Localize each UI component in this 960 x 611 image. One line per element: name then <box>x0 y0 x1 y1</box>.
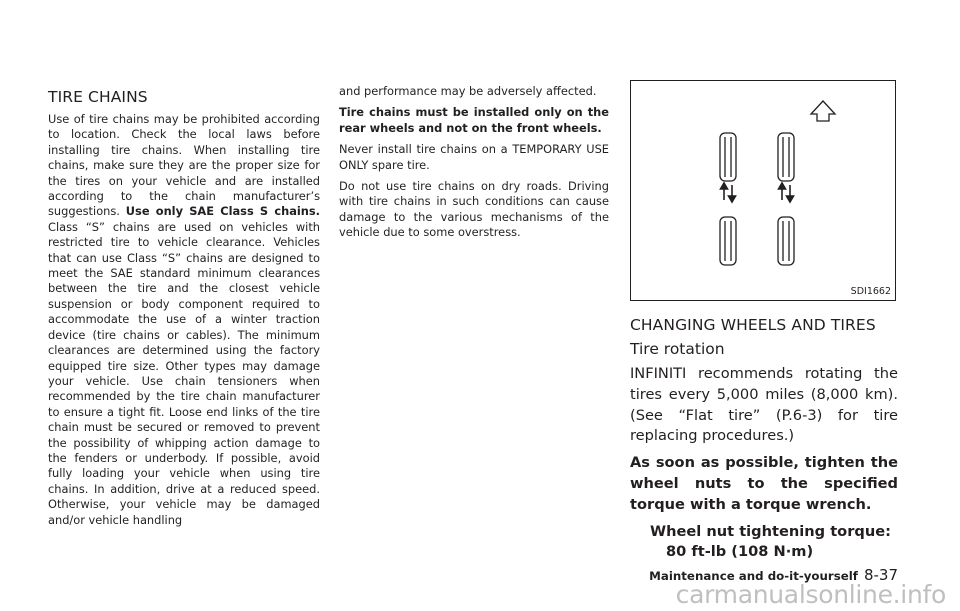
front-arrow-icon <box>811 101 835 121</box>
column-tire-chains <box>48 88 320 534</box>
watermark: carmanualsonline.info <box>675 580 946 609</box>
tire-icon <box>778 217 794 265</box>
footer-section-title: Maintenance and do-it-yourself <box>649 569 858 583</box>
column-tire-chains-continued <box>339 84 609 247</box>
paragraph-text-end: Class “S” chains are used on vehicles with restricted tire to vehicle clearance. Vehicles that can use Class “S” chains are designed to meet the SAE standard minimum clearances between the tire and the closest vehicle suspension or body component required to accommodate the use of a winter traction device (tire chains or cables). The minimum clearances are determined using the factory equipped tire size. Other types may damage your vehicle. Use chain tensioners when recommended by the tire chain manufacturer to ensure a tight fit. Loose end links of the tire chain must be secured or removed to prevent the possibility of whipping action damage to the fenders or underbody. If possible, avoid fully loading your vehicle when using tire chains. In addition, drive at a reduced speed. Otherwise, your vehicle may be damaged and/or vehicle handling <box>48 219 320 527</box>
page-number: 8-37 <box>863 566 898 584</box>
bold-rear-wheels-text: Tire chains must be installed only on the rear wheels and not on the front wheels. <box>339 105 609 135</box>
tire-rotation-figure <box>630 80 896 301</box>
figure-code: SDI1662 <box>850 286 891 297</box>
paragraph-rear-wheels-warning <box>339 105 609 136</box>
paragraph-tighten-nuts: As soon as possible, tighten the wheel nuts to the specified torque with a torque wrench. <box>630 454 898 513</box>
paragraph-performance: and performance may be adversely affected. <box>339 84 597 98</box>
rotation-arrows-icon <box>721 183 736 202</box>
subheading-tire-rotation: Tire rotation <box>630 340 725 358</box>
tire-chains-paragraph <box>48 112 320 528</box>
tire-icon <box>778 133 794 181</box>
paragraph-rotation-interval: INFINITI recommends rotating the tires every 5,000 miles (8,000 km). (See “Flat tire” (P.6-3) for tire replacing procedures.) <box>630 365 898 445</box>
paragraph-text-start: Use of tire chains may be prohibited according to location. Check the local laws before installing tire chains. When installing tire chains, make sure they are the proper size for the tires on your vehicle and are installed according to the chain manufacturer’s suggestions. <box>48 112 320 219</box>
tire-icon <box>720 217 736 265</box>
rotation-arrows-icon <box>779 183 794 202</box>
paragraph-dry-roads: Do not use tire chains on dry roads. Driving with tire chains in such conditions can cause damage to the various mechanisms of the vehicle due to some overstress. <box>339 179 609 240</box>
torque-label: Wheel nut tightening torque: <box>650 522 891 540</box>
column-changing-wheels <box>630 316 898 562</box>
paragraph-spare-tire: Never install tire chains on a TEMPORARY USE ONLY spare tire. <box>339 142 609 172</box>
tire-rotation-diagram <box>631 81 895 300</box>
torque-value: 80 ft-lb (108 N·m) <box>666 542 814 560</box>
paragraph-bold-warning: Use only SAE Class S chains. <box>125 204 320 219</box>
section-heading-changing-wheels: CHANGING WHEELS AND TIRES <box>630 316 876 334</box>
tire-icon <box>720 133 736 181</box>
section-heading-tire-chains: TIRE CHAINS <box>48 88 148 106</box>
